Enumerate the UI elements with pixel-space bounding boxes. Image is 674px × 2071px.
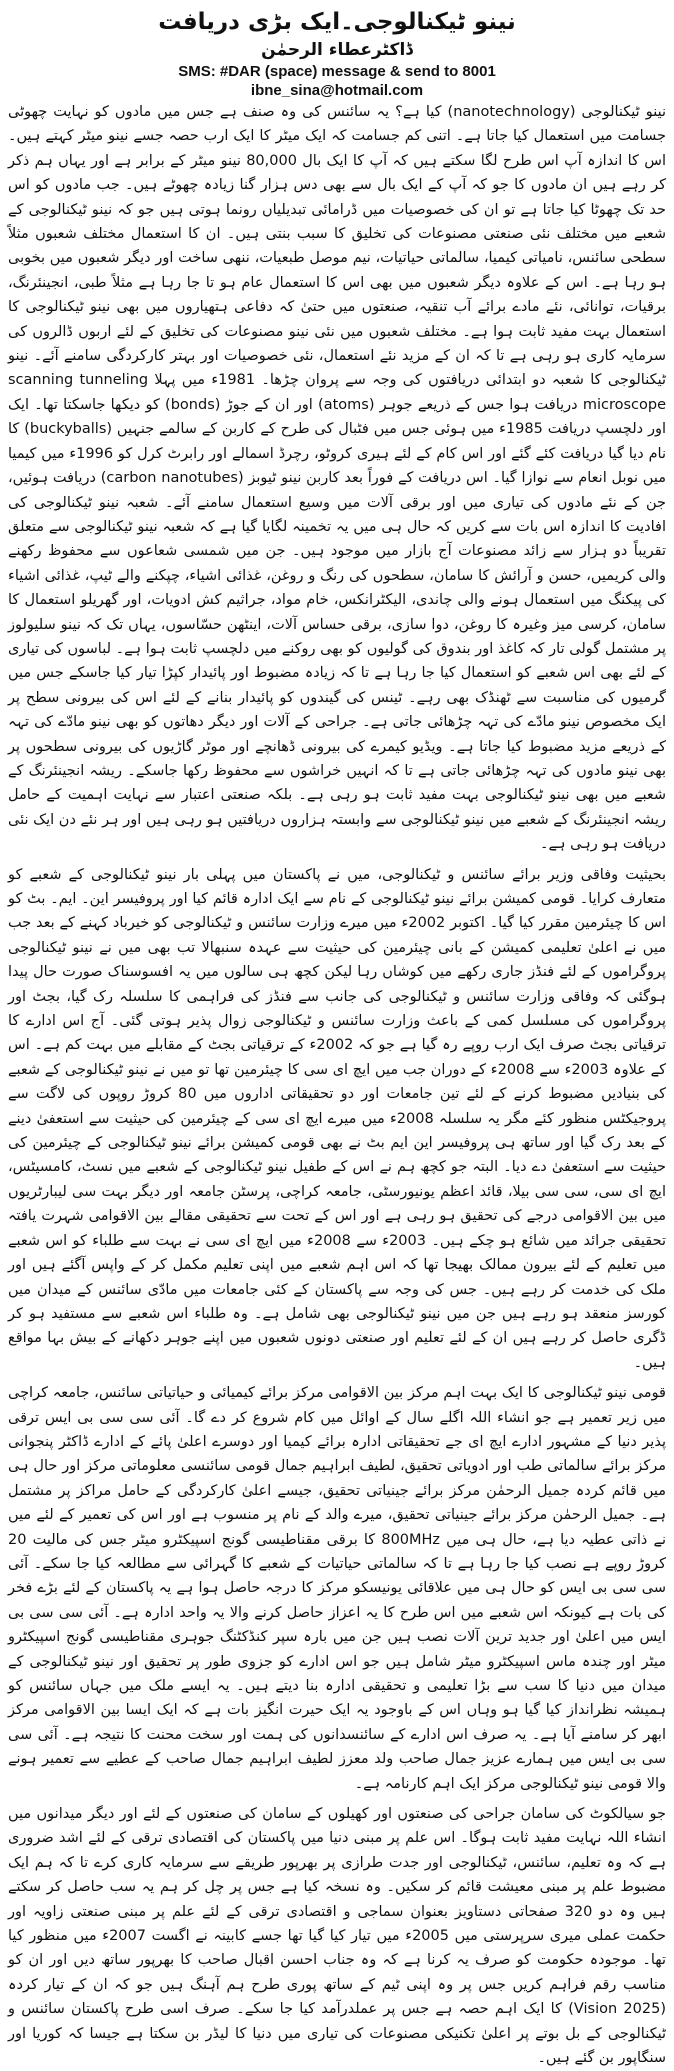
sms-line: SMS: #DAR (space) message & send to 8001 [178,63,496,80]
paragraph-2: بحیثیت وفاقی وزیر برائے سائنس و ٹیکنالوجی، میں نے پاکستان میں پہلی بار نینو ٹیکنالوجی کے شعبے کو متعارف کرایا۔ قومی کمیشن برائے نینو ٹیکنالوجی کے نام سے ایک ادارہ قائم کیا اور پروفیسر این۔ ایم۔ بٹ کو اس کا چیئرمین مقرر کیا گیا۔ اکتوبر 2002ء میں میرے وزارت سائنس و ٹیکنالوجی کو خیرباد کہنے کے بعد جب میں نے اعلیٰ تعلیمی کمیشن کے بانی چیئرمین کی حیثیت سے عہدہ سنبھالا تب بھی میں نے نینو ٹیکنالوجی پروگراموں کے لئے فنڈز جاری رکھے میں کوشاں رہا لیکن کچھ ہی سالوں میں یہ افسوسناک صورت حال پیدا ہوگئی کہ وفاقی وزارت سائنس و ٹیکنالوجی کی جانب سے فنڈز کی فراہمی کا سلسلہ رک گیا، بجٹ اور پروگراموں کی مسلسل کمی کے باعث وزارت سائنس و ٹیکنالوجی زوال پذیر ہوتی گئی۔ آج اس ادارے کا ترقیاتی بجٹ صرف ایک ارب روپے رہ گیا ہے جو کہ 2002ء کے ترقیاتی بجٹ کے مقابلے میں بہت کم ہے۔ اس کے علاوہ 2003ء سے 2008ء کے دوران جب میں ایچ ای سی کا چیئرمین تھا تو میں نے نینو ٹیکنالوجی کے شعبے کی بنیادیں مضبوط کرنے کے لئے تین جامعات اور دو تحقیقاتی اداروں میں 80 کروڑ روپوں کی لاگت سے پروجیکٹس منظور کئے مگر یہ سلسلہ 2008ء میں میرے ایچ ای سی کے چیئرمین کی حیثیت سے استعفیٰ دینے کے بعد رک گیا اور ساتھ ہی پروفیسر این ایم بٹ نے بھی قومی کمیشن برائے نینو ٹیکنالوجی کے چیئرمین کی حیثیت سے استعفیٰ دے دیا۔ البتہ جو کچھ ہم نے اس کے طفیل نینو ٹیکنالوجی کے شعبے میں نسٹ، کامسیٹس، ایچ ای سی، سی سی بیلا، قائد اعظم یونیورسٹی، جامعہ کراچی، پرسٹن جامعہ اور دیگر بہت سی لیبارٹریوں میں بین الاقوامی درجے کی تحقیق ہو رہی ہے اور اس کے تحت سے تحقیقی مقالے بین الاقوامی شہرت یافتہ تحقیقی جرائد میں شائع ہو چکے ہیں۔ 2003ء سے 2008ء میں ایچ ای سی نے بہت سے طلباء کو اس شعبے میں تعلیم کے لئے بیرون ممالک بھیجا تھا کہ اس اہم شعبے میں اپنی تعلیم مکمل کر کے واپس آگئے ہیں اور ملک کی خدمت کر رہے ہیں۔ جس کی وجہ سے پاکستان کے کئی جامعات میں مادّی سائنس کے میدان میں کورسز منعقد ہو رہے ہیں جن میں نینو ٹیکنالوجی بھی شامل ہے۔ وہ طلباء اس شعبے سے مستفید ہو کر ڈگری حاصل کر رہے ہیں ان کے لئے تعلیم اور صنعتی دونوں شعبوں میں اپنے جوہر دکھانے کے بیش بہا مواقع ہیں۔ [8,866,667,1371]
paragraph-4: جو سیالکوٹ کی سامان جراحی کی صنعتوں اور کھیلوں کے سامان کی صنعتوں کے لئے اور دیگر میدانوں میں انشاء اللہ نہایت مفید ثابت ہوگا۔ اس علم پر مبنی دنیا میں پاکستان کی اقتصادی ترقی کے لئے اشد ضروری ہے کہ وہ تعلیم، سائنس، ٹیکنالوجی اور جدت طرازی پر بھرپور طریقے سے سرمایہ کاری کرے تا کہ ہم ایک مضبوط علم پر مبنی معیشت قائم کر سکیں۔ وہ نسخہ کیا ہے جس پر چل کر ہم یہ سب حاصل کر سکتے ہیں وہ دو 320 صفحاتی دستاویز بعنوان سماجی و اقتصادی ترقی کے لئے علم پر مبنی صنعتی زاویہ اور حکمت عملی میری سرپرستی میں 2005ء میں تیار کیا گیا تھا جسے کابینہ نے اگست 2007ء میں منظور کیا تھا۔ موجودہ حکومت کو صرف یہ کرنا ہے کہ وہ جناب احسن اقبال صاحب کا بھرپور ساتھ دیں اور ان کو مناسب رقم فراہم کریں جس پر وہ اپنی ٹیم کے ساتھ پوری طرح ہم آہنگ ہیں جو کہ ان کے تیار کردہ (Vision 2025) کا ایک اہم حصہ ہے جس پر عملدرآمد کیا جا سکے۔ صرف اسی طرح پاکستان سائنس و ٹیکنالوجی کے بل بوتے پر اعلیٰ تکنیکی مصنوعات کی تیاری میں دنیا کا لیڈر بن سکتا ہے جیسا کہ کوریا اور سنگاپور بن گئے ہیں۔ [8,1806,666,2067]
article-title: نینو ٹیکنالوجی۔ایک بڑی دریافت [158,9,516,35]
paragraph-3: قومی نینو ٹیکنالوجی کا ایک بہت اہم مرکز بین الاقوامی مرکز برائے کیمیائی و حیاتیاتی سائنس، جامعہ کراچی میں زیر تعمیر ہے جو انشاء اللہ اگلے سال کے اوائل میں کام شروع کر دے گا۔ آئی سی سی بی ایس ترقی پذیر دنیا کے مشہور ادارے ایچ ای جے تحقیقاتی ادارہ برائے کیمیا اور دوسرے اعلیٰ پائے کے ادارے ڈاکٹر پنجوانی مرکز برائے سالماتی طب اور ادویاتی تحقیق، لطیف ابراہیم جمال قومی سائنسی معلوماتی مرکز اور حال ہی میں قائم کردہ جمیل الرحمٰن مرکز برائے جینیاتی تحقیق، جیسے اعلیٰ کارکردگی کے حامل مراکز پر مشتمل ہے۔ جمیل الرحمٰن مرکز برائے جینیاتی تحقیق، میرے والد کے نام پر منسوب ہے اور اس کی تعمیر کے لئے میں نے ذاتی عطیہ دیا ہے، حال ہی میں 800MHz کا برقی مقناطیسی گونج اسپیکٹرو میٹر جس کی مالیت 20 کروڑ روپے ہے نصب کیا جا رہا ہے تا کہ سالماتی حیاتیات کے شعبے کا گہرائی سے مطالعہ کیا جا سکے۔ آئی سی سی بی ایس کو حال ہی میں علاقائی یونیسکو مرکز کا درجہ حاصل ہوا ہے یہ پاکستان کے لئے بڑے فخر کی بات ہے کیونکہ اس شعبے میں اس طرح کا یہ اعزاز حاصل کرنے والا یہ واحد ادارہ ہے۔ آئی سی سی بی ایس میں اعلیٰ اور جدید ترین آلات نصب ہیں جن میں بارہ سپر کنڈکٹنگ جوہری مقناطیسی گونج اسپیکٹرو میٹر اور چندہ ماس اسپیکٹرو میٹر شامل ہیں جو اس ادارے کو جزوی طور پر تحقیق اور نینو ٹیکنالوجی کے میدان میں دنیا کا سب سے بڑا تعلیمی و تحقیقی ادارہ بنا دیتے ہیں۔ یہ ایسے ملک میں جہاں سائنس کو ہمیشہ نظرانداز کیا گیا ہو وہاں اس کے باوجود یہ ایک حیرت انگیز بات ہے کہ ایک ایسا بین الاقوامی مرکز ابھر کر سامنے آیا ہے۔ یہ صرف اس ادارے کے سائنسدانوں کی ہمت اور سخت محنت کا نتیجہ ہے۔ آئی سی سی بی ایس میں ہمارے عزیز جمال صاحب ولد معزز لطیف ابراہیم جمال صاحب کے عطیے سے تعمیر ہونے والا قومی نینو ٹیکنالوجی مرکز ایک اہم کارنامہ ہے۔ [8,1385,667,1792]
paragraph-1: نینو ٹیکنالوجی (nanotechnology) کیا ہے؟ یہ سائنس کی وہ صنف ہے جس میں مادوں کو نہایت چھوٹی جسامت میں استعمال کیا جاتا ہے۔ اتنی کم جسامت کہ ایک میٹر کا ایک ارب حصہ جسے نینو میٹر کہتے ہیں۔ اس کا اندازہ آپ اس طرح لگا سکتے ہیں کہ آپ کا ایک بال 80,000 نینو میٹر کے برابر ہے اور یہاں ہم ذکر کر رہے ہیں ان مادوں کا جو کہ آپ کے ایک بال سے بھی دس ہزار گنا زیادہ چھوٹے ہیں۔ جب مادوں کو اس حد تک چھوٹا کیا جاتا ہے تو ان کی خصوصیات میں ڈرامائی تبدیلیاں رونما ہوتی ہیں جو کہ نینو ٹیکنالوجی کے شعبے میں مختلف نئی صنعتی مصنوعات کی تخلیق کا سبب بنتی ہیں۔ ان کا استعمال مختلف شعبوں مثلاً سطحی سائنس، نامیاتی کیمیا، سالماتی حیاتیات، نیم موصل طبعیات، ننھی ساخت اور دیگر شعبوں میں بخوبی ہو رہا ہے۔ اس کے علاوہ دیگر شعبوں میں بھی اس کا استعمال عام ہو تا جا رہا ہے مثلاً طبی، انجینئرنگ، برقیات، توانائی، نئے مادے برائے آب تنقیہ، صنعتوں میں حتیٰ کہ دفاعی ہتھیاروں میں بھی نینو ٹیکنالوجی کا استعمال بہت مفید ثابت ہوا ہے۔ مختلف شعبوں میں نئی نینو مصنوعات کی تخلیق کے لئے اربوں ڈالروں کی سرمایہ کاری ہو رہی ہے تا کہ ان کے مزید نئے استعمال، نئی خصوصیات اور بہتر کارکردگی سامنے آئے۔ نینو ٹیکنالوجی کا شعبہ دو ابتدائی دریافتوں کی وجہ سے پروان چڑھا۔ 1981ء میں پہلا scanning tunneling microscope دریافت ہوا جس کے ذریعے جوہر (atoms) اور ان کے جوڑ (bonds) کو دیکھا جاسکتا تھا۔ ایک اور دلچسپ دریافت 1985ء میں ہوئی جس میں فٹبال کی طرح کے کاربن کے سالمے جنہیں (buckyballs) کا نام دیا گیا دریافت کئے گئے اور اس کام کے لئے ہیری کروٹو، رچرڈ اسمالے اور رابرٹ کرل کو 1996ء میں کیمیا میں نوبل انعام سے نوازا گیا۔ اس دریافت کے فوراً بعد کاربن نینو ٹیوبز (carbon nanotubes) دریافت ہوئیں، جن کے نئے مادوں کی تیاری میں اور برقی آلات میں وسیع استعمال سامنے آئے۔ شعبہ نینو ٹیکنالوجی کی افادیت کا اندازہ اس بات سے کریں کہ حال ہی میں یہ تخمینہ لگایا گیا ہے کہ شعبہ نینو ٹیکنالوجی سے متعلق تقریباً دو ہزار سے زائد مصنوعات آج بازار میں موجود ہیں۔ جن میں شمسی شعاعوں سے محفوظ رکھنے والی کریمیں، حسن و آرائش کا سامان، سطحوں کی رنگ و روغن، غذائی اشیاء، چپکنے والے ٹیپ، غذائی اشیاء کی پیکنگ میں استعمال ہونے والی چاندی، الیکٹرانکس، خام مواد، جراثیم کش ادویات، اور گھریلو استعمال کا سامان، کرسی میز وغیرہ کا روغن، دوا سازی، برقی حساس آلات، اینٹھن حسّاسوں، یہاں تک کہ نینو سلیولوز پر مشتمل گولی تار کہ کاغذ اور بندوق کی گولیوں کو بھی روکنے میں دلچسپ ثابت ہوا ہے۔ لباسوں کی تیاری کے لئے بھی اس شعبے کو استعمال کیا جا رہا ہے تا کہ زیادہ مضبوط اور پائیدار کپڑا تیار کیا جاسکے جس میں گرمیوں کی مناسبت سے ٹھنڈک بھی رہے۔ ٹینس کی گیندوں کو پائیدار بنانے کے لئے اس کی بیرونی سطح پر ایک مخصوص نینو مادّے کی تہہ چڑھائی جاتی ہے۔ جراحی کے آلات اور دیگر دھاتوں کو بھی نینو مادّے کی تہہ کے ذریعے مزید مضبوط کیا جاتا ہے۔ ویڈیو کیمرے کی بیرونی ڈھانچے اور موٹر گاڑیوں کی بیرونی سطحوں پر بھی نینو مادوں کی تہہ چڑھائی جاتی ہے تا کہ انہیں خراشوں سے محفوظ رکھا جاسکے۔ ریشہ انجینئرنگ کے شعبے میں بھی نینو ٹیکنالوجی بہت مفید ثابت ہو رہی ہے۔ بلکہ صنعتی اعتبار سے نہایت اہمیت کے حامل ریشہ انجینئرنگ کے شعبے میں نینو ٹیکنالوجی سے وابستہ ہزاروں دریافتیں ہو رہی ہیں اور ہر نئے دن ایک نئی دریافت ہو رہی ہے۔ [8,104,667,853]
article-header [8,6,666,100]
author-name: ڈاکٹرعطاء الرحمٰن [261,40,413,60]
article-body [8,100,666,2071]
email-address: ibne_sina@hotmail.com [250,82,424,99]
